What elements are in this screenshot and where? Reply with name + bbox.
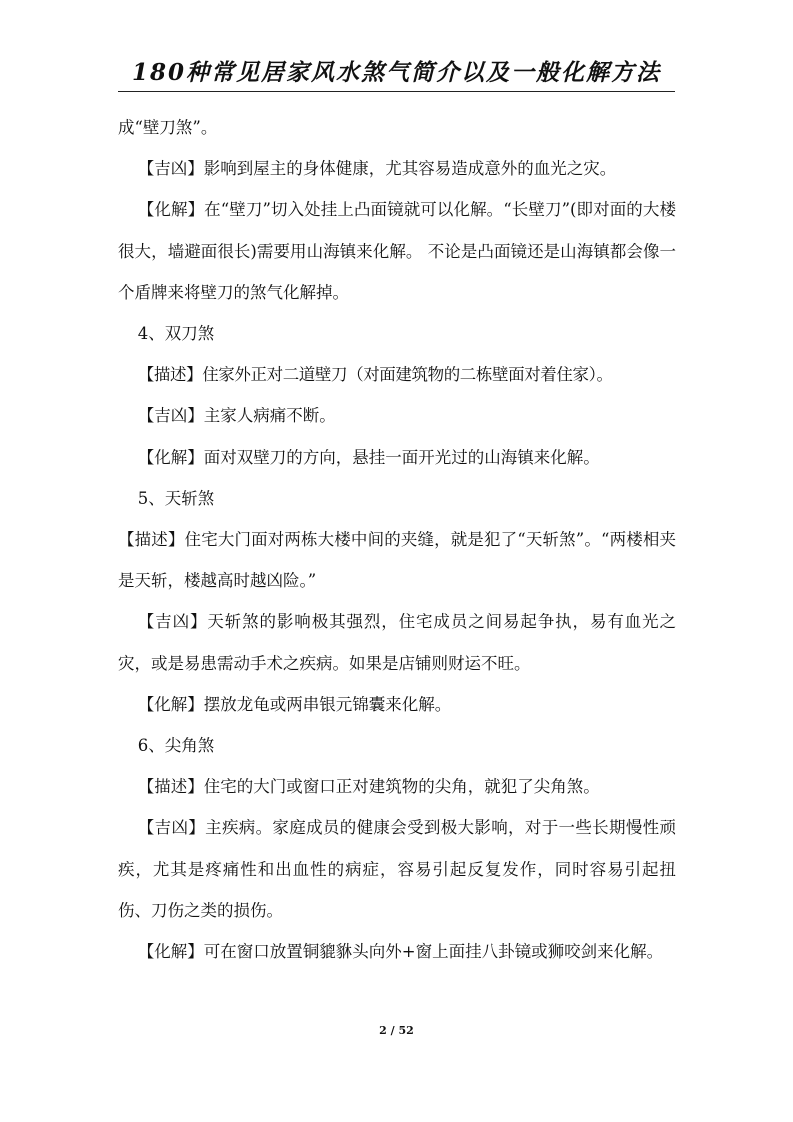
body-text bbox=[118, 107, 676, 972]
section-heading: 5、天斩煞 bbox=[137, 488, 215, 508]
paragraph-jixiong: 【吉凶】主疾病。家庭成员的健康会受到极大影响，对于一些长期慢性顽疾，尤其是疼痛性和出血性的病症，容易引起反复发作，同时容易引起扭伤、刀伤之类的损伤。 bbox=[118, 818, 676, 920]
paragraph-miaoshu: 【描述】住宅大门面对两栋大楼中间的夹缝，就是犯了“天斩煞”。“两楼相夹是天斩，楼越高时越凶险。” bbox=[118, 530, 676, 591]
header-divider bbox=[118, 91, 675, 92]
paragraph-jixiong: 【吉凶】影响到屋主的身体健康，尤其容易造成意外的血光之灾。 bbox=[137, 159, 617, 179]
section-heading: 4、双刀煞 bbox=[137, 324, 215, 344]
page-number: 2 / 52 bbox=[379, 1024, 414, 1037]
page-header-title: 180种常见居家风水煞气简介以及一般化解方法 bbox=[131, 59, 661, 86]
paragraph-huajie: 【化解】在“壁刀”切入处挂上凸面镜就可以化解。“长壁刀”(即对面的大楼很大，墙避面很长)需要用山海镇来化解。 不论是凸面镜还是山海镇都会像一个盾牌来将壁刀的煞气化解掉。 bbox=[118, 200, 676, 302]
paragraph-continuation: 成“壁刀煞”。 bbox=[118, 118, 218, 137]
paragraph-jixiong: 【吉凶】天斩煞的影响极其强烈，住宅成员之间易起争执，易有血光之灾，或是易患需动手术之疾病。如果是店铺则财运不旺。 bbox=[118, 612, 676, 673]
section-heading: 6、尖角煞 bbox=[137, 736, 215, 756]
paragraph-miaoshu: 【描述】住宅的大门或窗口正对建筑物的尖角，就犯了尖角煞。 bbox=[137, 777, 600, 797]
paragraph-jixiong: 【吉凶】主家人病痛不断。 bbox=[137, 406, 336, 426]
paragraph-huajie: 【化解】可在窗口放置铜貔貅头向外+窗上面挂八卦镜或狮咬剑来化解。 bbox=[137, 942, 664, 962]
paragraph-huajie: 【化解】面对双壁刀的方向，悬挂一面开光过的山海镇来化解。 bbox=[137, 447, 600, 467]
paragraph-huajie: 【化解】摆放龙龟或两串银元锦囊来化解。 bbox=[137, 694, 452, 714]
paragraph-miaoshu: 【描述】住家外正对二道壁刀（对面建筑物的二栋壁面对着住家）。 bbox=[137, 365, 613, 385]
